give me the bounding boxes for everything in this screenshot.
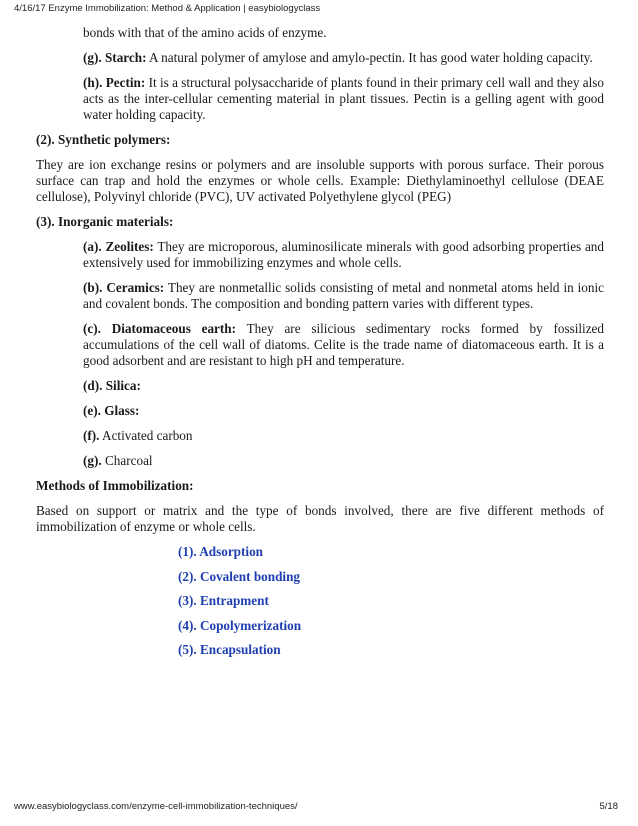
methods-link-list [36,544,604,658]
glass-label: (e). Glass: [83,403,140,418]
print-footer [14,801,618,812]
zeolites-text: They are microporous, aluminosilicate minerals with good adsorbing properties and extensively used for immobilizing enzymes and whole cells. [83,239,604,270]
method-link-entrapment[interactable]: (3). Entrapment [178,593,269,608]
charcoal-text: Charcoal [101,453,153,468]
method-link-adsorption[interactable]: (1). Adsorption [178,544,263,559]
pectin-text: It is a structural polysaccharide of plants found in their primary cell wall and they also acts as the inter-cellular cementing material in plant tissues. Pectin is a gelling agent with good water holding capacity. [83,75,604,122]
inorganic-heading: (3). Inorganic materials: [36,214,174,229]
print-header: 4/16/17 Enzyme Immobilization: Method & Application | easybiologyclass [14,3,321,14]
methods-heading: Methods of Immobilization: [36,478,194,493]
continuation-text: bonds with that of the amino acids of enzyme. [83,25,327,40]
ceramics-label: (b). Ceramics: [83,280,165,295]
charcoal-item [36,453,604,469]
method-link-covalent-bonding[interactable]: (2). Covalent bonding [178,568,301,584]
pectin-item [36,75,604,123]
synthetic-text: They are ion exchange resins or polymers and are insoluble supports with porous surface. Their porous surface can trap and hold the enzymes or whole cells. Example: Diethylaminoethyl cellulose (DEAE cellulose), Polyvinyl chloride (PVC), UV activated Polyethylene glycol (PEG) [36,157,604,204]
article-body [36,25,604,667]
ceramics-item [36,280,604,312]
zeolites-item [36,239,604,271]
starch-label: (g). Starch: [83,50,147,65]
footer-url: www.easybiologyclass.com/enzyme-cell-immobilization-techniques/ [14,801,298,812]
silica-item [36,378,604,394]
zeolites-label: (a). Zeolites: [83,239,154,254]
starch-text: A natural polymer of amylose and amylo-pectin. It has good water holding capacity. [146,50,593,65]
methods-text: Based on support or matrix and the type of bonds involved, there are five different methods of immobilization of enzyme or whole cells. [36,503,604,534]
synthetic-heading: (2). Synthetic polymers: [36,132,171,147]
silica-label: (d). Silica: [83,378,141,393]
page-number: 5/18 [599,801,618,812]
pectin-label: (h). Pectin: [83,75,146,90]
method-link-encapsulation[interactable]: (5). Encapsulation [178,642,281,657]
carbon-text: Activated carbon [99,428,193,443]
glass-item [36,403,604,419]
carbon-label: (f). [83,428,100,443]
diatomaceous-item [36,321,604,369]
ceramics-text: They are nonmetallic solids consisting of metal and nonmetal atoms held in ionic and covalent bonds. The composition and bonding pattern varies with different types. [83,280,604,311]
starch-item [36,50,604,66]
method-link-copolymerization[interactable]: (4). Copolymerization [178,617,302,633]
carbon-item [36,428,604,444]
diatomaceous-text: They are silicious sedimentary rocks formed by fossilized accumulations of the cell wall of diatoms. Celite is the trade name of diatomaceous earth. It is a good adsorbent and are resistant to high pH and temperature. [83,321,604,368]
diatomaceous-label: (c). Diatomaceous earth: [83,321,237,336]
charcoal-label: (g). [83,453,102,468]
